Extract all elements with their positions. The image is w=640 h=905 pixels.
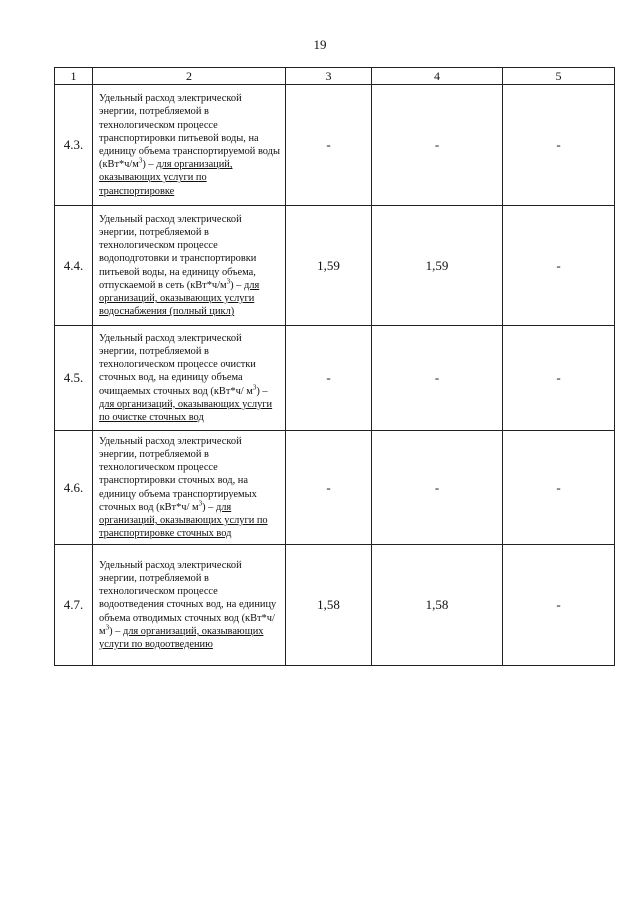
- table-row: [55, 545, 615, 666]
- description-close: ) –: [256, 385, 268, 397]
- table-row: [55, 85, 615, 206]
- table-row: [55, 206, 615, 326]
- description-text: Удельный расход электрической энергии, потребляемой в технологическом процессе транспортировки питьевой воды, на единицу объема транспортируемой воды (кВт*ч/м: [99, 93, 280, 171]
- header-cell: 2: [93, 68, 286, 85]
- value-col4: -: [372, 326, 503, 431]
- row-number: 4.7.: [55, 545, 93, 666]
- header-cell: 4: [372, 68, 503, 85]
- value-col3: -: [286, 431, 372, 545]
- table-row: [55, 431, 615, 545]
- header-cell: 5: [503, 68, 615, 85]
- description-organization-type: для организаций, оказывающих услуги по водоотведению: [99, 625, 264, 650]
- value-col5: -: [503, 85, 615, 206]
- description-close: ) –: [142, 159, 157, 171]
- header-cell: 3: [286, 68, 372, 85]
- value-col3: 1,59: [286, 206, 372, 326]
- description-organization-type: для организаций, оказывающих услуги по очистке сточных вод: [99, 398, 273, 423]
- description-close: ) –: [230, 279, 244, 291]
- description-superscript: 3: [198, 499, 203, 508]
- value-col5: -: [503, 326, 615, 431]
- description-text: Удельный расход электрической энергии, потребляемой в технологическом процессе транспортировки сточных вод, на единицу объема транспортируемых сточных вод (кВт*ч/ м: [99, 435, 257, 513]
- row-description: [93, 326, 286, 431]
- description-organization-type: для организаций, оказывающих услуги по транспортировке сточных вод: [99, 501, 268, 540]
- value-col3: 1,58: [286, 545, 372, 666]
- value-col4: -: [372, 85, 503, 206]
- value-col5: -: [503, 545, 615, 666]
- row-description: [93, 545, 286, 666]
- description-text: Удельный расход электрической энергии, потребляемой в технологическом процессе водоподготовки и транспортировки питьевой воды, на единицу объема, отпускаемой в сеть (кВт*ч/м: [99, 213, 257, 291]
- indicators-table: [54, 67, 615, 666]
- description-text: Удельный расход электрической энергии, потребляемой в технологическом процессе очистки сточных вод, на единицу объема очищаемых сточных вод (кВт*ч/ м: [99, 332, 256, 397]
- row-description: [93, 431, 286, 545]
- description-close: ) –: [202, 501, 216, 513]
- row-number: 4.6.: [55, 431, 93, 545]
- value-col3: -: [286, 85, 372, 206]
- header-cell: 1: [55, 68, 93, 85]
- value-col4: 1,59: [372, 206, 503, 326]
- value-col4: -: [372, 431, 503, 545]
- value-col5: -: [503, 206, 615, 326]
- description-text: Удельный расход электрической энергии, потребляемой в технологическом процессе водоотведения сточных вод, на единицу объема отводимых сточных вод (кВт*ч/ м: [99, 559, 277, 637]
- description-organization-type: для организаций, оказывающих услуги по транспортировке: [99, 159, 233, 197]
- description-superscript: 3: [105, 623, 110, 632]
- row-number: 4.3.: [55, 85, 93, 206]
- row-number: 4.4.: [55, 206, 93, 326]
- page-number: 19: [313, 37, 327, 52]
- table-row: [55, 326, 615, 431]
- table-header-row: [55, 68, 615, 85]
- row-number: 4.5.: [55, 326, 93, 431]
- value-col5: -: [503, 431, 615, 545]
- value-col4: 1,58: [372, 545, 503, 666]
- row-description: [93, 206, 286, 326]
- value-col3: -: [286, 326, 372, 431]
- description-organization-type: для организаций, оказывающих услуги водоснабжения (полный цикл): [99, 279, 260, 318]
- description-superscript: 3: [138, 156, 143, 165]
- row-description: [93, 85, 286, 206]
- description-superscript: 3: [252, 383, 257, 392]
- description-close: ) –: [109, 625, 123, 637]
- description-superscript: 3: [226, 277, 231, 286]
